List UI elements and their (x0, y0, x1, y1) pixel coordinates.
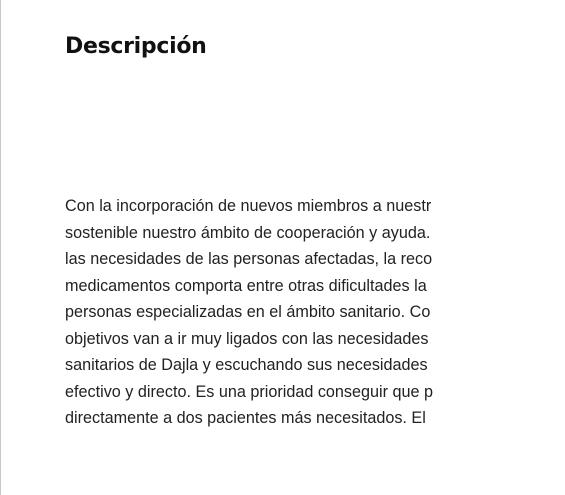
paragraph-line: directamente a dos pacientes más necesitados. El (65, 409, 426, 427)
paragraph-line: personas especializadas en el ámbito sanitario. Co (65, 303, 431, 321)
description-paragraph (65, 193, 565, 432)
paragraph-line: sostenible nuestro ámbito de cooperación y ayuda. (65, 223, 431, 242)
paragraph-line: las necesidades de las personas afectadas, la reco (65, 250, 433, 268)
paragraph-line: Con la incorporación de nuevos miembros a nuestr (65, 197, 432, 215)
section-title: Descripción (65, 34, 207, 59)
paragraph-line: sanitarios de Dajla y escuchando sus necesidades (65, 356, 428, 374)
paragraph-line: medicamentos comporta entre otras dificultades la (65, 276, 427, 295)
left-border-divider (0, 0, 1, 495)
paragraph-line: objetivos van a ir muy ligados con las necesidades (65, 329, 429, 348)
paragraph-line: efectivo y directo. Es una prioridad conseguir que p (65, 382, 434, 401)
